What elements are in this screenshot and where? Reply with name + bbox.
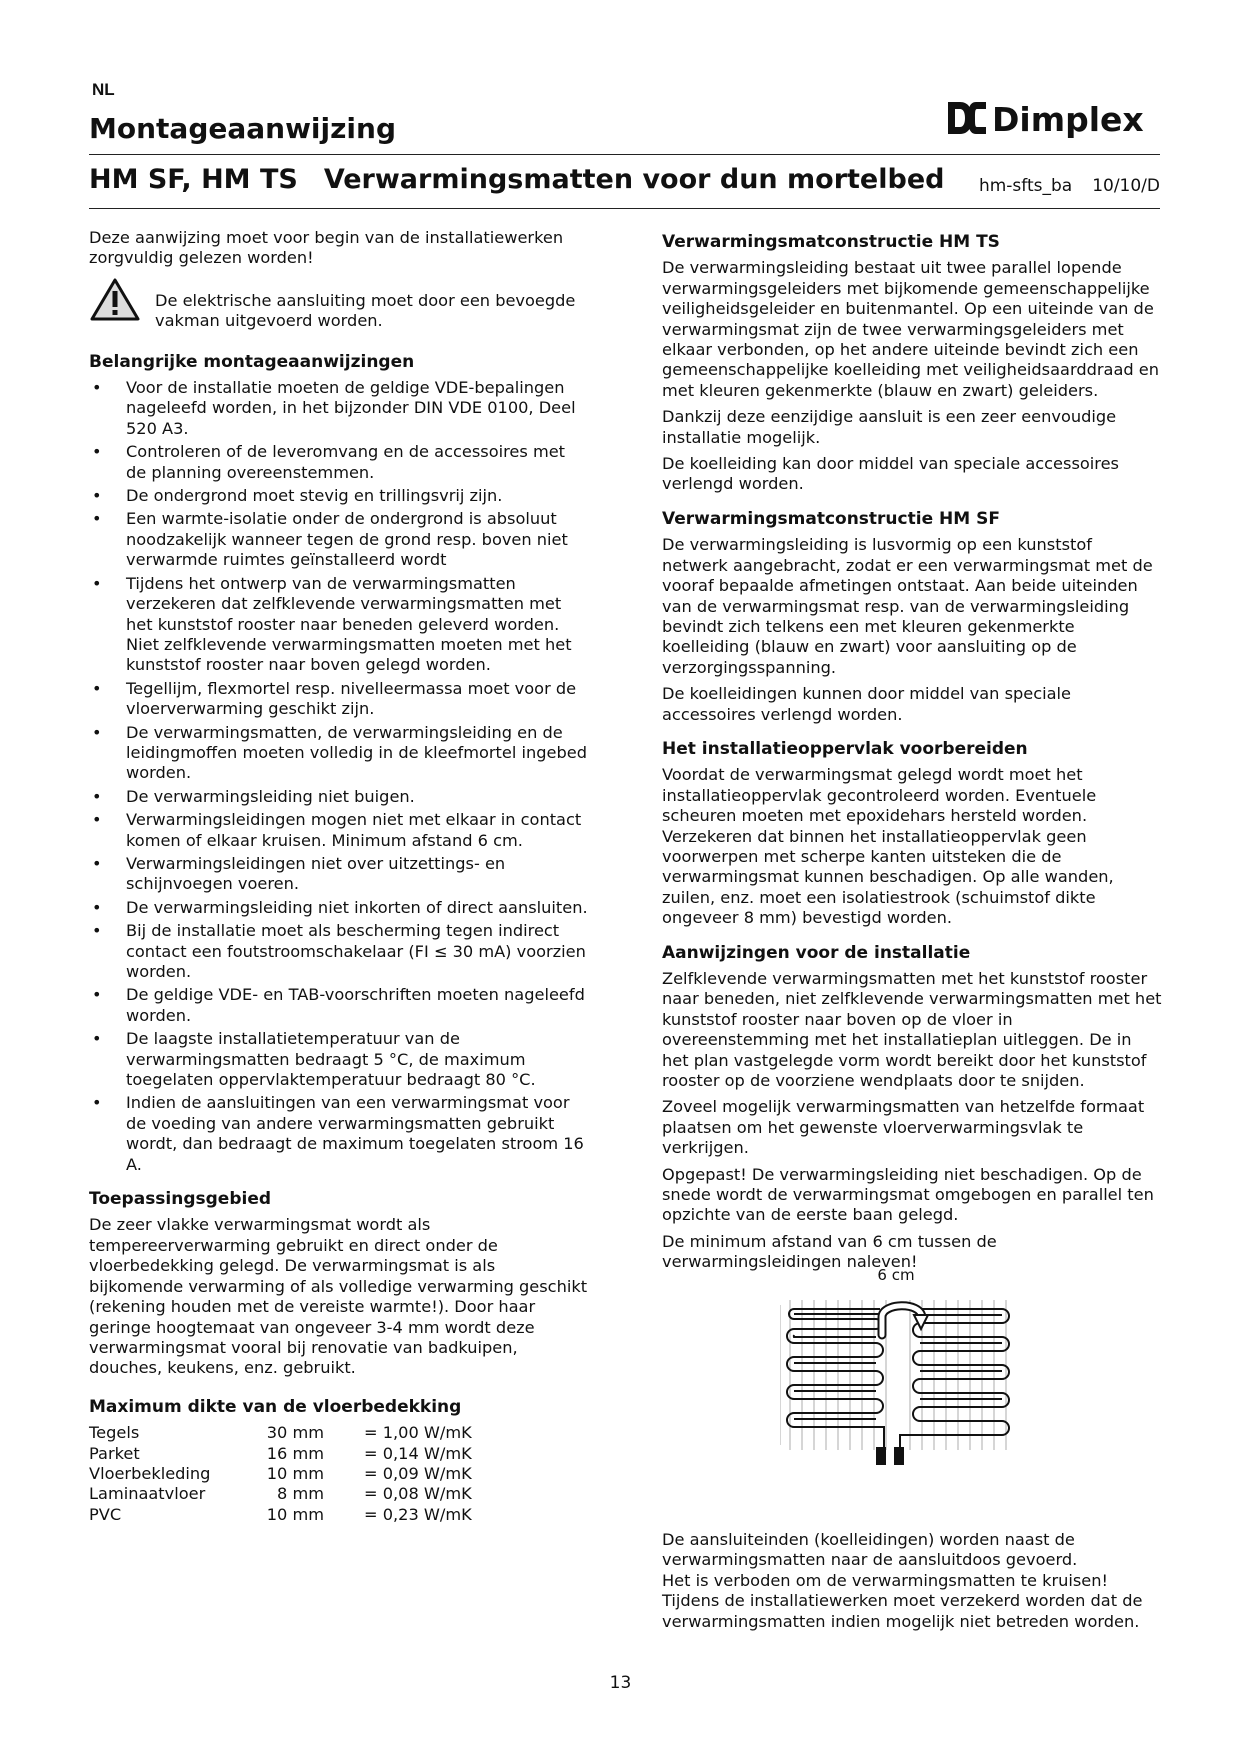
thickness-cell: 8 mm xyxy=(277,1484,324,1504)
bullet-icon: • xyxy=(92,786,102,806)
list-item-text: Verwarmingsleidingen mogen niet met elkaar in contact komen of elkaar kruisen. Minimum afstand 6 cm. xyxy=(126,810,582,850)
thickness-cell: 10 mm xyxy=(266,1463,324,1483)
spacing-label: 6 cm xyxy=(877,1266,915,1284)
cold-lead-icon xyxy=(894,1447,904,1465)
bullet-icon: • xyxy=(92,810,102,830)
ts-heading: Verwarmingsmatconstructie HM TS xyxy=(662,232,1000,252)
list-item xyxy=(89,723,589,784)
installation-paragraph: De minimum afstand van 6 cm tussen de verwarmingsleidingen naleven! xyxy=(662,1231,997,1272)
thickness-heading: Maximum dikte van de vloerbedekking xyxy=(89,1396,462,1417)
list-item-text: Tijdens het ontwerp van de verwarmingsmatten verzekeren dat zelfklevende verwarmingsmatten met het kunststof rooster naar beneden geleverd worden. Niet zelfklevende verwarmingsmatten moeten met het kunststof rooster naar boven gelegd worden. xyxy=(126,573,572,675)
list-item xyxy=(89,898,589,918)
application-text: De zeer vlakke verwarmingsmat wordt als tempereerverwarming gebruikt en direct onder de vloerbedekking gelegd. De verwarmingsmat is als bijkomende verwarming of als volledige verwarming geschikt (rekening houden met de vereiste warmte!). Door haar geringe hoogtemaat van ongeveer 3-4 mm wordt deze verwarmingsmat vooral bij renovatie van badkuipen, douches, keukens, enz. gebruikt. xyxy=(89,1215,588,1378)
list-item xyxy=(89,509,589,570)
bullet-icon: • xyxy=(92,1093,102,1113)
thickness-cell: 10 mm xyxy=(266,1504,324,1524)
heating-mat-illustration xyxy=(780,1265,1030,1500)
list-item-text: Een warmte-isolatie onder de ondergrond is absoluut noodzakelijk wanneer tegen de grond resp. boven niet verwarmde ruimtes geïnstalleerd wordt xyxy=(126,509,568,570)
warning-block xyxy=(89,283,589,338)
thickness-cell: 16 mm xyxy=(266,1443,324,1463)
prep-heading: Het installatieoppervlak voorbereiden xyxy=(662,738,1028,759)
list-item xyxy=(89,985,589,1026)
doc-version: 10/10/D xyxy=(1092,176,1160,196)
list-item-text: De ondergrond moet stevig en trillingsvrij zijn. xyxy=(126,486,503,506)
list-item xyxy=(89,787,589,807)
list-item-text: Controleren of de leveromvang en de accessoires met de planning overeenstemmen. xyxy=(126,442,566,482)
list-item xyxy=(89,1093,589,1175)
intro-text: Deze aanwijzing moet voor begin van de installatiewerken zorgvuldig gelezen worden! xyxy=(89,228,564,268)
list-item xyxy=(89,442,589,483)
bullet-icon: • xyxy=(92,921,102,941)
material-cell: PVC xyxy=(89,1504,122,1524)
instructions-heading: Belangrijke montageaanwijzingen xyxy=(89,351,415,372)
conductivity-cell: = 0,09 W/mK xyxy=(364,1463,472,1483)
doc-code: hm-sfts_ba xyxy=(978,176,1073,196)
thickness-table xyxy=(89,1423,472,1525)
instructions-list xyxy=(89,378,589,1175)
conductivity-cell: = 0,08 W/mK xyxy=(364,1484,472,1504)
thickness-cell: 30 mm xyxy=(266,1423,324,1443)
list-item xyxy=(89,574,589,676)
sf-heading: Verwarmingsmatconstructie HM SF xyxy=(662,508,1000,529)
bullet-icon: • xyxy=(92,486,102,506)
material-cell: Parket xyxy=(89,1443,140,1463)
list-item-text: De verwarmingsmatten, de verwarmingsleiding en de leidingmoffen moeten volledig in de kleefmortel ingebed worden. xyxy=(126,722,587,783)
heating-mat-diagram xyxy=(780,1265,1030,1500)
installation-paragraph: Opgepast! De verwarmingsleiding niet beschadigen. Op de snede wordt de verwarmingsmat omgebogen en parallel ten opzichte van de eerste baan gelegd. xyxy=(662,1164,1154,1225)
conductivity-cell: = 1,00 W/mK xyxy=(364,1423,472,1443)
bullet-icon: • xyxy=(92,509,102,529)
header-top-rule xyxy=(89,154,1160,155)
list-item xyxy=(89,679,589,720)
bullet-icon: • xyxy=(92,442,102,462)
sf-paragraph: De koelleidingen kunnen door middel van speciale accessoires verlengd worden. xyxy=(662,684,1072,724)
material-cell: Tegels xyxy=(89,1423,140,1443)
document-title: Montageaanwijzing xyxy=(89,112,397,145)
subtitle-text: Verwarmingsmatten voor dun mortelbed xyxy=(323,164,945,195)
left-column xyxy=(89,228,589,1525)
conductivity-cell: = 0,23 W/mK xyxy=(364,1504,472,1524)
list-item xyxy=(89,486,589,506)
list-item-text: Indien de aansluitingen van een verwarmingsmat voor de voeding van andere verwarmingsmatten gebruikt wordt, dan bedraagt de maximum toegelaten stroom 16 A. xyxy=(126,1093,584,1174)
ts-paragraph: De koelleiding kan door middel van speciale accessoires verlengd worden. xyxy=(662,454,1119,494)
header-bottom-rule xyxy=(89,208,1160,209)
right-column xyxy=(662,232,1162,1279)
cold-lead-icon xyxy=(876,1447,886,1465)
list-item-text: Voor de installatie moeten de geldige VDE-bepalingen nageleefd worden, in het bijzonder DIN VDE 0100, Deel 520 A3. xyxy=(126,378,576,438)
table-row xyxy=(89,1444,472,1464)
table-row xyxy=(89,1464,472,1484)
sf-paragraph: De verwarmingsleiding is lusvormig op een kunststof netwerk aangebracht, zodat er een verwarmingsmat met de vooraf bepaalde afmetingen ontstaat. Aan beide uiteinden van de verwarmingsmat resp. van de verwarmingsleiding bevindt zich telkens een met kleuren gekenmerkte koelleiding (blauw en zwart) voor aansluiting op de verzorgingsspanning. xyxy=(662,535,1153,677)
list-item-text: Verwarmingsleidingen niet over uitzettings- en schijnvoegen voeren. xyxy=(126,853,506,894)
bullet-icon: • xyxy=(92,573,102,593)
bullet-icon: • xyxy=(92,897,102,917)
document-reference xyxy=(979,176,1160,196)
dimplex-logo-icon xyxy=(946,96,1160,140)
application-heading: Toepassingsgebied xyxy=(89,1189,272,1210)
bullet-icon: • xyxy=(92,1029,102,1049)
list-item-text: Bij de installatie moet als bescherming tegen indirect contact een foutstroomschakelaar (FI ≤ 30 mA) voorzien worden. xyxy=(126,921,586,981)
installation-paragraph: Zoveel mogelijk verwarmingsmatten van hetzelfde formaat plaatsen om het gewenste vloerverwarmingsvlak te verkrijgen. xyxy=(662,1097,1145,1158)
list-item xyxy=(89,921,589,982)
installation-heading: Aanwijzingen voor de installatie xyxy=(662,942,971,963)
table-row xyxy=(89,1484,472,1504)
bullet-icon: • xyxy=(92,722,102,742)
bullet-icon: • xyxy=(92,678,102,698)
list-item xyxy=(89,378,589,439)
page-subtitle xyxy=(89,164,944,195)
model-name: HM SF, HM TS xyxy=(89,164,298,195)
bullet-icon: • xyxy=(92,985,102,1005)
ts-paragraph: De verwarmingsleiding bestaat uit twee parallel lopende verwarmingsgeleiders met bijkomende gemeenschappelijke veiligheidsgeleider en buitenmantel. Op een uiteinde van de verwarmingsmat zijn de twee verwarmingsgeleiders met elkaar verbonden, op het andere uiteinde bevindt zich een gemeenschappelijke koelleiding met veiligheidsaarddraad en met kleuren gekenmerkte (blauw en zwart) geleiders. xyxy=(662,258,1160,400)
connection-notes xyxy=(662,1530,1162,1632)
installation-paragraph: Zelfklevende verwarmingsmatten met het kunststof rooster naar beneden, niet zelfklevende verwarmingsmatten met het kunststof rooster naar boven op de vloer in overeenstemming met het installatieplan uitleggen. De in het plan vastgelegde vorm wordt bereikt door het kunststof rooster op de voorziene wendplaats door te snijden. xyxy=(662,969,1162,1091)
list-item-text: De laagste installatietemperatuur van de verwarmingsmatten bedraagt 5 °C, de maximum toegelaten oppervlaktemperatuur bedraagt 80 °C. xyxy=(126,1029,536,1090)
conductivity-cell: = 0,14 W/mK xyxy=(364,1443,472,1463)
list-item xyxy=(89,810,589,851)
table-row xyxy=(89,1423,472,1443)
page-number: 13 xyxy=(609,1673,632,1693)
warning-triangle-icon xyxy=(89,277,141,323)
list-item-text: De verwarmingsleiding niet inkorten of direct aansluiten. xyxy=(126,897,588,917)
logo-wordmark: Dimplex xyxy=(992,100,1144,139)
dimplex-logo xyxy=(946,96,1160,140)
bullet-icon: • xyxy=(92,853,102,873)
crossing-warning-text: Het is verboden om de verwarmingsmatten te kruisen! Tijdens de installatiewerken moet verzekerd worden dat de verwarmingsmatten indien mogelijk niet betreden worden. xyxy=(662,1570,1143,1631)
warning-text: De elektrische aansluiting moet door een bevoegde vakman uitgevoerd worden. xyxy=(155,290,576,331)
ts-paragraph: Dankzij deze eenzijdige aansluit is een zeer eenvoudige installatie mogelijk. xyxy=(662,407,1117,447)
list-item-text: De geldige VDE- en TAB-voorschriften moeten nageleefd worden. xyxy=(126,985,585,1025)
table-row xyxy=(89,1505,472,1525)
bullet-icon: • xyxy=(92,378,102,398)
prep-paragraph: Voordat de verwarmingsmat gelegd wordt moet het installatieoppervlak gecontroleerd worden. Eventuele scheuren moeten met epoxidehars hersteld worden. Verzekeren dat binnen het installatieoppervlak geen voorwerpen met scherpe kanten uitsteken die de verwarmingsmat kunnen beschadigen. Op alle wanden, zuilen, enz. moet een isolatiestrook (schuimstof dikte ongeveer 8 mm) bevestigd worden. xyxy=(662,765,1114,928)
list-item xyxy=(89,854,589,895)
material-cell: Laminaatvloer xyxy=(89,1484,206,1504)
material-cell: Vloerbekleding xyxy=(89,1463,211,1483)
list-item xyxy=(89,1029,589,1090)
connection-text: De aansluiteinden (koelleidingen) worden naast de verwarmingsmatten naar de aansluitdoos gevoerd. xyxy=(662,1530,1078,1570)
language-code: NL xyxy=(92,80,115,99)
list-item-text: De verwarmingsleiding niet buigen. xyxy=(126,786,415,806)
list-item-text: Tegellijm, flexmortel resp. nivelleermassa moet voor de vloerverwarming geschikt zijn. xyxy=(126,678,577,719)
